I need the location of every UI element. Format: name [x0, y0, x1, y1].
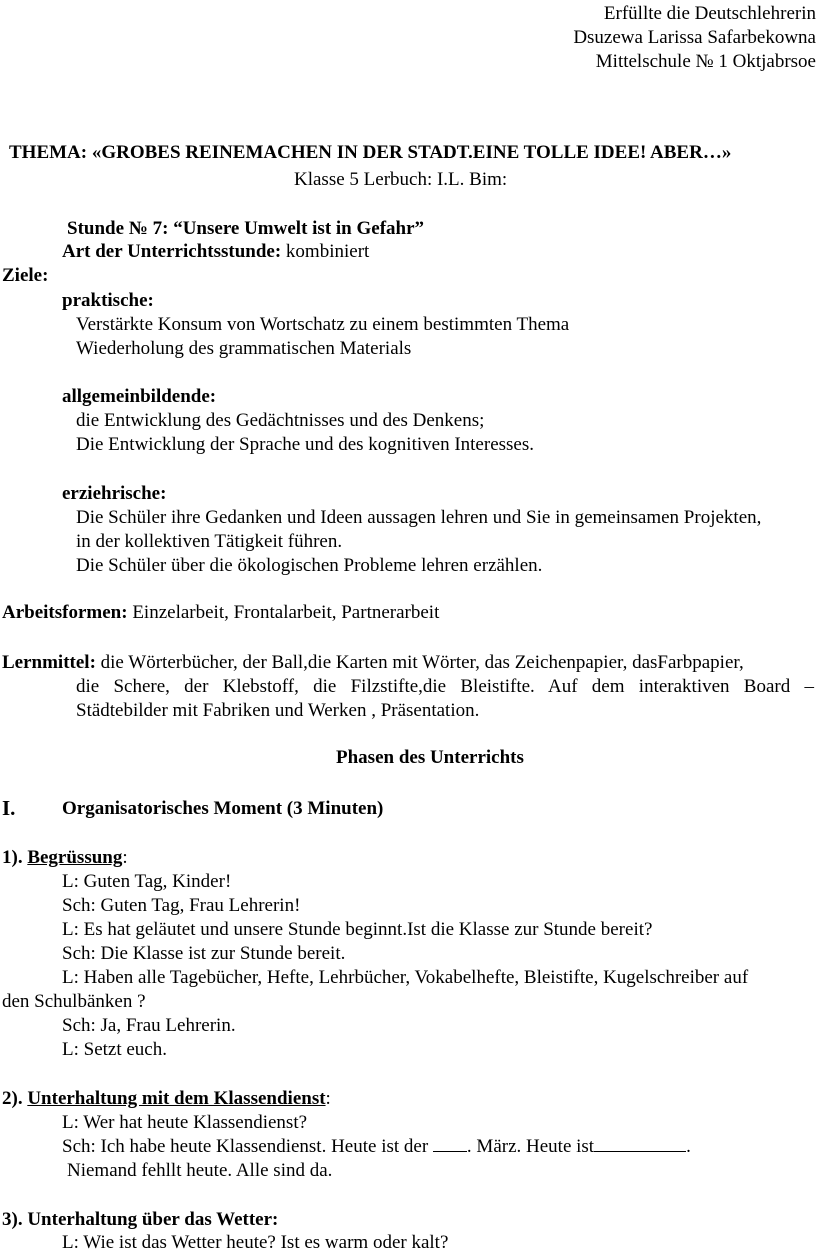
- lernmittel-text-1: die Wörterbücher, der Ball,die Karten mit Wörter, das Zeichenpapier, dasFarbpapier,: [95, 652, 744, 673]
- arbeitsformen-line: [2, 601, 439, 625]
- dialogue-line: L: Guten Tag, Kinder!: [62, 871, 232, 892]
- klassendienst-colon: :: [325, 1088, 331, 1109]
- klassendienst-text-b: . März. Heute ist: [466, 1136, 595, 1157]
- dialogue-line: [62, 1135, 691, 1159]
- weekday-blank[interactable]: [594, 1135, 686, 1152]
- praktische-item: Wiederholung des grammatischen Materials: [76, 338, 412, 359]
- allgemeinbildende-label: allgemeinbildende:: [62, 386, 217, 407]
- praktische-item: Verstärkte Konsum von Wortschatz zu einem bestimmten Thema: [76, 314, 570, 335]
- begruessung-heading: [2, 846, 128, 870]
- lernmittel-line-3: Städtebilder mit Fabriken und Werken , Präsentation.: [76, 700, 480, 721]
- date-blank[interactable]: [433, 1135, 467, 1152]
- author-line-3: Mittelschule № 1 Oktjabrsoe: [595, 51, 816, 72]
- dialogue-line: den Schulbänken ?: [2, 991, 146, 1012]
- begruessung-number: 1).: [2, 847, 28, 868]
- arbeitsformen-value: Einzelarbeit, Frontalarbeit, Partnerarbeit: [127, 602, 440, 623]
- ziele-label: Ziele:: [2, 265, 49, 286]
- praktische-label: praktische:: [62, 290, 154, 311]
- lernmittel-label: Lernmittel:: [2, 652, 96, 673]
- art-value: kombiniert: [281, 241, 370, 262]
- erziehrische-item: Die Schüler über die ökologischen Probleme lehren erzählen.: [76, 555, 543, 576]
- stunde-title: Stunde № 7: “Unsere Umwelt ist in Gefahr”: [67, 218, 425, 239]
- lernmittel-line-1: [2, 651, 744, 675]
- dialogue-line: Niemand fehllt heute. Alle sind da.: [67, 1160, 333, 1181]
- author-line-1: Erfüllte die Deutschlehrerin: [603, 3, 816, 24]
- dialogue-line: L: Setzt euch.: [62, 1039, 167, 1060]
- lernmittel-line-2: die Schere, der Klebstoff, die Filzstifte,die Bleistifte. Auf dem interaktiven Board –: [76, 676, 814, 697]
- phasen-title: Phasen des Unterrichts: [336, 747, 524, 768]
- erziehrische-item: Die Schüler ihre Gedanken und Ideen aussagen lehren und Sie in gemeinsamen Projekten,: [76, 507, 762, 528]
- arbeitsformen-label: Arbeitsformen:: [2, 602, 128, 623]
- klassendienst-heading: [2, 1087, 331, 1111]
- wetter-heading: 3). Unterhaltung über das Wetter:: [2, 1209, 279, 1230]
- klassendienst-number: 2).: [2, 1088, 28, 1109]
- author-line-2: Dsuzewa Larissa Safarbekowna: [573, 27, 816, 48]
- erziehrische-label: erziehrische:: [62, 483, 167, 504]
- dialogue-line: Sch: Ja, Frau Lehrerin.: [62, 1015, 236, 1036]
- klassendienst-text-c: .: [686, 1136, 691, 1157]
- phase-number: I.: [2, 796, 16, 820]
- begruessung-title: Begrüssung: [27, 847, 123, 868]
- art-label: Art der Unterrichtsstunde:: [62, 241, 282, 262]
- dialogue-line: L: Es hat geläutet und unsere Stunde beginnt.Ist die Klasse zur Stunde bereit?: [62, 919, 653, 940]
- dialogue-line: L: Haben alle Tagebücher, Hefte, Lehrbücher, Vokabelhefte, Bleistifte, Kugelschreiber auf: [62, 967, 749, 988]
- allgemeinbildende-item: die Entwicklung des Gedächtnisses und des Denkens;: [76, 410, 485, 431]
- klassendienst-text-a: Sch: Ich habe heute Klassendienst. Heute ist der: [62, 1136, 433, 1157]
- klasse-line: Klasse 5 Lerbuch: I.L. Bim:: [294, 169, 508, 190]
- klassendienst-title: Unterhaltung mit dem Klassendienst: [27, 1088, 326, 1109]
- phase-title: Organisatorisches Moment (3 Minuten): [62, 798, 384, 819]
- dialogue-line: Sch: Guten Tag, Frau Lehrerin!: [62, 895, 301, 916]
- dialogue-line: L: Wer hat heute Klassendienst?: [62, 1112, 308, 1133]
- erziehrische-item: in der kollektiven Tätigkeit führen.: [76, 531, 343, 552]
- thema-title: THEMA: «GROBES REINEMACHEN IN DER STADT.EINE TOLLE IDEE! ABER…»: [9, 142, 732, 163]
- allgemeinbildende-item: Die Entwicklung der Sprache und des kognitiven Interesses.: [76, 434, 534, 455]
- begruessung-colon: :: [122, 847, 128, 868]
- dialogue-line: L: Wie ist das Wetter heute? Ist es warm oder kalt?: [62, 1232, 449, 1253]
- art-line: [62, 240, 369, 264]
- dialogue-line: Sch: Die Klasse ist zur Stunde bereit.: [62, 943, 346, 964]
